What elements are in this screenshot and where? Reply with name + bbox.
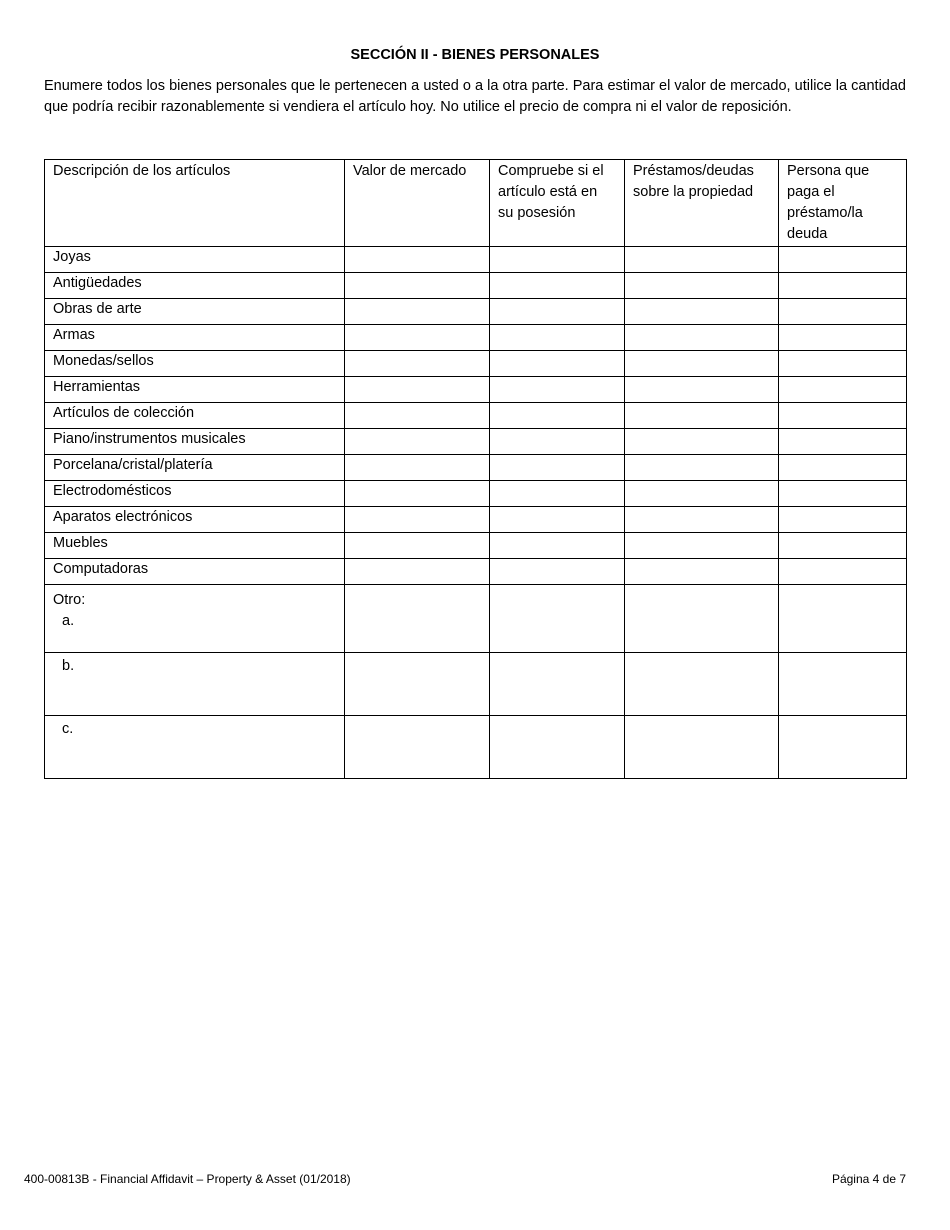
table-header-row [45, 160, 907, 247]
table-row [45, 351, 907, 377]
in-possession-cell[interactable] [490, 716, 625, 779]
other-row-letter: c. [62, 721, 74, 737]
in-possession-cell[interactable] [490, 429, 625, 455]
other-row [45, 716, 907, 779]
market-value-cell[interactable] [345, 299, 490, 325]
person-paying-cell[interactable] [779, 377, 907, 403]
item-description: Herramientas [45, 377, 345, 403]
in-possession-cell[interactable] [490, 273, 625, 299]
loans-debts-cell[interactable] [625, 507, 779, 533]
table-row [45, 429, 907, 455]
table-row [45, 377, 907, 403]
person-paying-cell[interactable] [779, 585, 907, 653]
other-description-cell[interactable] [45, 716, 345, 779]
table-row [45, 325, 907, 351]
table-row [45, 533, 907, 559]
loans-debts-cell[interactable] [625, 585, 779, 653]
header-market-value: Valor de mercado [345, 160, 490, 247]
in-possession-cell[interactable] [490, 559, 625, 585]
loans-debts-cell[interactable] [625, 403, 779, 429]
loans-debts-cell[interactable] [625, 247, 779, 273]
table-row [45, 403, 907, 429]
market-value-cell[interactable] [345, 247, 490, 273]
item-description: Computadoras [45, 559, 345, 585]
other-description-cell[interactable] [45, 585, 345, 653]
item-description: Artículos de colección [45, 403, 345, 429]
table-row [45, 299, 907, 325]
table-row [45, 507, 907, 533]
market-value-cell[interactable] [345, 653, 490, 716]
person-paying-cell[interactable] [779, 273, 907, 299]
in-possession-cell[interactable] [490, 403, 625, 429]
other-description-cell[interactable] [45, 653, 345, 716]
table-row [45, 481, 907, 507]
market-value-cell[interactable] [345, 716, 490, 779]
item-description: Electrodomésticos [45, 481, 345, 507]
other-row-letter: b. [62, 658, 75, 674]
loans-debts-cell[interactable] [625, 273, 779, 299]
item-description: Piano/instrumentos musicales [45, 429, 345, 455]
market-value-cell[interactable] [345, 351, 490, 377]
in-possession-cell[interactable] [490, 533, 625, 559]
person-paying-cell[interactable] [779, 653, 907, 716]
market-value-cell[interactable] [345, 507, 490, 533]
market-value-cell[interactable] [345, 325, 490, 351]
other-row [45, 653, 907, 716]
person-paying-cell[interactable] [779, 481, 907, 507]
person-paying-cell[interactable] [779, 559, 907, 585]
in-possession-cell[interactable] [490, 377, 625, 403]
item-description: Porcelana/cristal/platería [45, 455, 345, 481]
footer-page-number: Página 4 de 7 [831, 1172, 906, 1186]
in-possession-cell[interactable] [490, 585, 625, 653]
item-description: Armas [45, 325, 345, 351]
item-description: Aparatos electrónicos [45, 507, 345, 533]
header-loans-debts: Préstamos/deudas sobre la propiedad [625, 160, 779, 247]
person-paying-cell[interactable] [779, 716, 907, 779]
in-possession-cell[interactable] [490, 299, 625, 325]
person-paying-cell[interactable] [779, 533, 907, 559]
item-description: Monedas/sellos [45, 351, 345, 377]
loans-debts-cell[interactable] [625, 716, 779, 779]
loans-debts-cell[interactable] [625, 325, 779, 351]
personal-property-table [44, 159, 907, 779]
loans-debts-cell[interactable] [625, 481, 779, 507]
loans-debts-cell[interactable] [625, 351, 779, 377]
header-person-paying: Persona que paga el préstamo/la deuda [779, 160, 907, 247]
market-value-cell[interactable] [345, 377, 490, 403]
person-paying-cell[interactable] [779, 299, 907, 325]
person-paying-cell[interactable] [779, 455, 907, 481]
loans-debts-cell[interactable] [625, 533, 779, 559]
item-description: Obras de arte [45, 299, 345, 325]
person-paying-cell[interactable] [779, 351, 907, 377]
item-description: Antigüedades [45, 273, 345, 299]
person-paying-cell[interactable] [779, 325, 907, 351]
person-paying-cell[interactable] [779, 507, 907, 533]
other-row-letter: a. [62, 613, 75, 629]
loans-debts-cell[interactable] [625, 653, 779, 716]
table-row [45, 273, 907, 299]
market-value-cell[interactable] [345, 403, 490, 429]
loans-debts-cell[interactable] [625, 299, 779, 325]
other-label: Otro: [53, 592, 86, 608]
market-value-cell[interactable] [345, 481, 490, 507]
person-paying-cell[interactable] [779, 247, 907, 273]
in-possession-cell[interactable] [490, 507, 625, 533]
item-description: Muebles [45, 533, 345, 559]
person-paying-cell[interactable] [779, 429, 907, 455]
in-possession-cell[interactable] [490, 351, 625, 377]
in-possession-cell[interactable] [490, 247, 625, 273]
section-title: SECCIÓN II - BIENES PERSONALES [350, 47, 600, 63]
in-possession-cell[interactable] [490, 653, 625, 716]
person-paying-cell[interactable] [779, 403, 907, 429]
loans-debts-cell[interactable] [625, 559, 779, 585]
header-description: Descripción de los artículos [45, 160, 345, 247]
market-value-cell[interactable] [345, 559, 490, 585]
market-value-cell[interactable] [345, 273, 490, 299]
table-row [45, 455, 907, 481]
footer-form-id: 400-00813B - Financial Affidavit – Property & Asset (01/2018) [24, 1172, 351, 1186]
market-value-cell[interactable] [345, 429, 490, 455]
in-possession-cell[interactable] [490, 481, 625, 507]
loans-debts-cell[interactable] [625, 429, 779, 455]
in-possession-cell[interactable] [490, 325, 625, 351]
loans-debts-cell[interactable] [625, 455, 779, 481]
table-row [45, 247, 907, 273]
in-possession-cell[interactable] [490, 455, 625, 481]
header-in-possession: Compruebe si el artículo está en su posesión [490, 160, 625, 247]
market-value-cell[interactable] [345, 455, 490, 481]
market-value-cell[interactable] [345, 585, 490, 653]
intro-paragraph: Enumere todos los bienes personales que le pertenecen a usted o a la otra parte. Para estimar el valor de mercado, utilice la cantidad que podría recibir razonablemente si vendiera el artículo hoy. No utilice el precio de compra ni el valor de reposición. [44, 78, 906, 115]
loans-debts-cell[interactable] [625, 377, 779, 403]
table-row [45, 559, 907, 585]
market-value-cell[interactable] [345, 533, 490, 559]
other-row [45, 585, 907, 653]
item-description: Joyas [45, 247, 345, 273]
